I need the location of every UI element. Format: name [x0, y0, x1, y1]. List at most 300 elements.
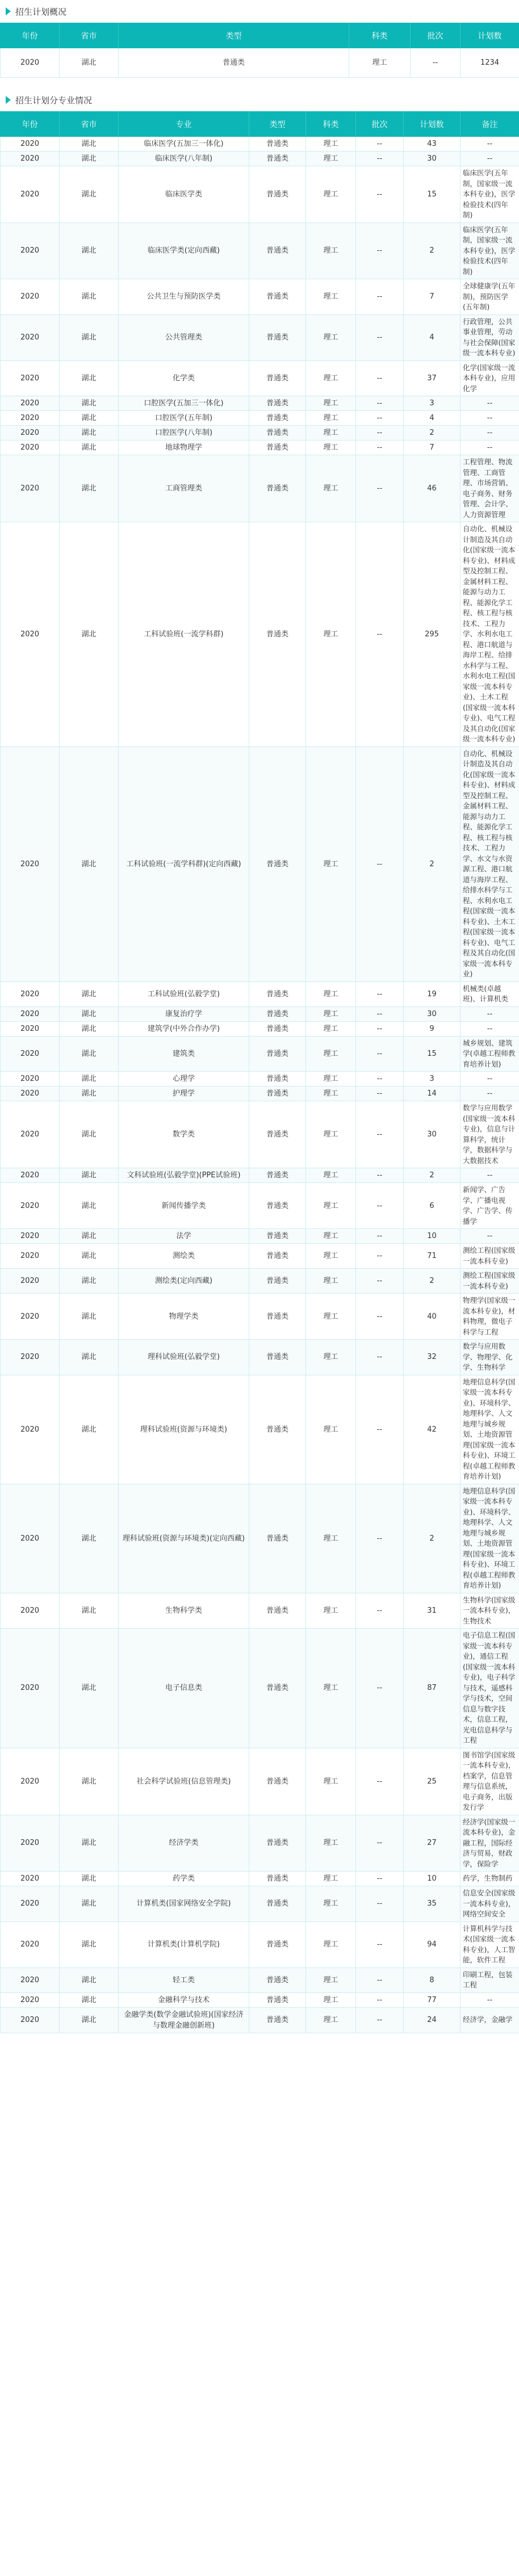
cell-year: 2020 [1, 1593, 60, 1629]
cell-province: 湖北 [60, 1872, 119, 1886]
cell-year: 2020 [1, 1086, 60, 1101]
cell-province: 湖北 [60, 396, 119, 411]
cell-year: 2020 [1, 1036, 60, 1072]
cell-plan: 77 [404, 1992, 461, 2007]
cell-note: 临床医学(五年制，国家级一流本科专业)，医学检验技术(四年制) [461, 223, 519, 279]
cell-subject: 理工 [306, 166, 356, 223]
cell-province: 湖北 [60, 166, 119, 223]
cell-batch: -- [356, 1101, 404, 1168]
cell-province: 湖北 [60, 1921, 119, 1967]
cell-province: 湖北 [60, 1183, 119, 1229]
cell-year: 2020 [1, 440, 60, 455]
cell-batch: -- [356, 411, 404, 426]
table-row [1, 1269, 519, 1294]
cell-type: 普通类 [249, 396, 306, 411]
cell-subject: 理工 [306, 1340, 356, 1375]
cell-note: -- [461, 1021, 519, 1036]
cell-province: 湖北 [60, 2007, 119, 2033]
cell-year: 2020 [1, 314, 60, 360]
cell-province: 湖北 [60, 279, 119, 315]
cell-subject: 理工 [306, 1036, 356, 1072]
cell-batch: -- [356, 360, 404, 396]
cell-note: 新闻学、广告学、广播电视学、广告学、传播学 [461, 1183, 519, 1229]
cell-note: 电子信息工程(国家级一流本科专业)，通信工程(国家级一流本科专业)，电子科学与技术，遥感科学与技术，空间信息与数字技术，信息工程，光电信息科学与工程 [461, 1629, 519, 1748]
triangle-marker-icon [6, 7, 11, 15]
overview-cell-type: 普通类 [119, 48, 349, 78]
overview-cell-subject: 理工 [349, 48, 411, 78]
cell-batch: -- [356, 440, 404, 455]
table-row [1, 1168, 519, 1183]
table-row [1, 1593, 519, 1629]
overview-title: 招生计划概况 [15, 6, 67, 17]
cell-subject: 理工 [306, 1244, 356, 1269]
cell-plan: 10 [404, 1872, 461, 1886]
cell-note: 城乡规划、建筑学(卓越工程师教育培养计划) [461, 1036, 519, 1072]
table-row [1, 223, 519, 279]
cell-province: 湖北 [60, 411, 119, 426]
cell-year: 2020 [1, 1269, 60, 1294]
cell-note: 化学(国家级一流本科专业)，应用化学 [461, 360, 519, 396]
cell-plan: 24 [404, 2007, 461, 2033]
cell-year: 2020 [1, 1183, 60, 1229]
majors-header-province: 省市 [60, 112, 119, 137]
table-row [1, 426, 519, 440]
cell-major: 文科试验班(弘毅学堂)(PPE试验班) [119, 1168, 249, 1183]
cell-subject: 理工 [306, 522, 356, 747]
cell-batch: -- [356, 1036, 404, 1072]
cell-plan: 295 [404, 522, 461, 747]
cell-note: 测绘工程(国家级一流本科专业) [461, 1269, 519, 1294]
cell-note: 自动化、机械设计制造及其自动化(国家级一流本科专业)、材料成型及控制工程、金属材料工程、能源与动力工程、能源化学工程、核工程与核技术、工程力学、水文与水资源工程、港口航道与海岸工程、给排水科学与工程、水利水电工程(国家级一流本科专业)、土木工程(国家级一流本科专业)、电气工程及其自动化(国家级一流本科专业) [461, 746, 519, 981]
cell-subject: 理工 [306, 1967, 356, 1992]
cell-plan: 30 [404, 1006, 461, 1021]
cell-major: 法学 [119, 1229, 249, 1244]
cell-plan: 40 [404, 1294, 461, 1340]
cell-batch: -- [356, 152, 404, 166]
cell-year: 2020 [1, 1101, 60, 1168]
cell-province: 湖北 [60, 152, 119, 166]
cell-plan: 4 [404, 314, 461, 360]
overview-header-year: 年份 [1, 23, 60, 48]
cell-plan: 25 [404, 1748, 461, 1815]
majors-header-year: 年份 [1, 112, 60, 137]
table-row [1, 152, 519, 166]
cell-type: 普通类 [249, 426, 306, 440]
cell-type: 普通类 [249, 1006, 306, 1021]
cell-province: 湖北 [60, 1294, 119, 1340]
cell-province: 湖北 [60, 1593, 119, 1629]
cell-batch: -- [356, 1748, 404, 1815]
table-row [1, 1375, 519, 1484]
cell-major: 临床医学(五加三一体化) [119, 137, 249, 152]
cell-year: 2020 [1, 426, 60, 440]
cell-batch: -- [356, 1168, 404, 1183]
cell-major: 工科试验班(一流学科群)(定向西藏) [119, 746, 249, 981]
cell-batch: -- [356, 1375, 404, 1484]
cell-subject: 理工 [306, 1072, 356, 1086]
cell-note: 生物科学(国家级一流本科专业)，生物技术 [461, 1593, 519, 1629]
overview-table [0, 23, 519, 78]
cell-plan: 3 [404, 1072, 461, 1086]
cell-plan: 19 [404, 981, 461, 1006]
overview-header-row [1, 23, 519, 48]
cell-batch: -- [356, 1815, 404, 1872]
cell-subject: 理工 [306, 1629, 356, 1748]
cell-major: 临床医学类 [119, 166, 249, 223]
cell-note: 测绘工程(国家级一流本科专业) [461, 1244, 519, 1269]
triangle-marker-icon [6, 96, 11, 104]
cell-subject: 理工 [306, 1229, 356, 1244]
cell-year: 2020 [1, 223, 60, 279]
cell-type: 普通类 [249, 1183, 306, 1229]
cell-major: 口腔医学(五加三一体化) [119, 396, 249, 411]
cell-plan: 10 [404, 1229, 461, 1244]
cell-province: 湖北 [60, 1886, 119, 1922]
cell-major: 建筑学(中外合作办学) [119, 1021, 249, 1036]
majors-header-plan: 计划数 [404, 112, 461, 137]
table-row [1, 1086, 519, 1101]
cell-note: -- [461, 1168, 519, 1183]
cell-batch: -- [356, 1921, 404, 1967]
table-row [1, 1815, 519, 1872]
cell-province: 湖北 [60, 314, 119, 360]
table-row [1, 279, 519, 315]
majors-section-title [0, 90, 92, 110]
cell-batch: -- [356, 166, 404, 223]
cell-batch: -- [356, 2007, 404, 2033]
cell-major: 心理学 [119, 1072, 249, 1086]
majors-header-batch: 批次 [356, 112, 404, 137]
cell-type: 普通类 [249, 455, 306, 522]
cell-note: -- [461, 1086, 519, 1101]
cell-year: 2020 [1, 137, 60, 152]
cell-note: -- [461, 1006, 519, 1021]
cell-batch: -- [356, 1086, 404, 1101]
cell-province: 湖北 [60, 1021, 119, 1036]
cell-note: -- [461, 1992, 519, 2007]
cell-plan: 8 [404, 1967, 461, 1992]
cell-plan: 37 [404, 360, 461, 396]
cell-year: 2020 [1, 1021, 60, 1036]
cell-province: 湖北 [60, 1340, 119, 1375]
majors-table [0, 111, 519, 2033]
cell-subject: 理工 [306, 1872, 356, 1886]
cell-type: 普通类 [249, 166, 306, 223]
cell-plan: 14 [404, 1086, 461, 1101]
cell-plan: 30 [404, 152, 461, 166]
majors-header-subject: 科类 [306, 112, 356, 137]
overview-header-subject: 科类 [349, 23, 411, 48]
table-row [1, 411, 519, 426]
cell-major: 建筑类 [119, 1036, 249, 1072]
cell-province: 湖北 [60, 360, 119, 396]
cell-major: 理科试验班(资源与环境类)(定向西藏) [119, 1484, 249, 1593]
table-row [1, 137, 519, 152]
cell-type: 普通类 [249, 522, 306, 747]
cell-year: 2020 [1, 360, 60, 396]
cell-batch: -- [356, 1183, 404, 1229]
cell-batch: -- [356, 981, 404, 1006]
cell-note: -- [461, 1072, 519, 1086]
cell-plan: 31 [404, 1593, 461, 1629]
table-row [1, 1101, 519, 1168]
cell-batch: -- [356, 1872, 404, 1886]
cell-type: 普通类 [249, 1036, 306, 1072]
table-row [1, 1886, 519, 1922]
cell-province: 湖北 [60, 137, 119, 152]
cell-note: 数学与应用数学、物理学、化学、生物科学 [461, 1340, 519, 1375]
cell-batch: -- [356, 1340, 404, 1375]
cell-major: 口腔医学(五年制) [119, 411, 249, 426]
cell-batch: -- [356, 1269, 404, 1294]
cell-batch: -- [356, 1072, 404, 1086]
cell-subject: 理工 [306, 411, 356, 426]
cell-major: 公共管理类 [119, 314, 249, 360]
cell-subject: 理工 [306, 1921, 356, 1967]
cell-major: 地球物理学 [119, 440, 249, 455]
cell-year: 2020 [1, 1872, 60, 1886]
cell-subject: 理工 [306, 1183, 356, 1229]
cell-batch: -- [356, 223, 404, 279]
cell-year: 2020 [1, 152, 60, 166]
cell-type: 普通类 [249, 411, 306, 426]
cell-batch: -- [356, 426, 404, 440]
table-row [1, 314, 519, 360]
overview-cell-plan: 1234 [461, 48, 519, 78]
cell-plan: 15 [404, 166, 461, 223]
cell-subject: 理工 [306, 426, 356, 440]
cell-plan: 2 [404, 1168, 461, 1183]
cell-type: 普通类 [249, 1375, 306, 1484]
cell-province: 湖北 [60, 1815, 119, 1872]
cell-type: 普通类 [249, 1629, 306, 1748]
cell-major: 新闻传播学类 [119, 1183, 249, 1229]
cell-batch: -- [356, 455, 404, 522]
cell-subject: 理工 [306, 396, 356, 411]
cell-type: 普通类 [249, 1072, 306, 1086]
cell-type: 普通类 [249, 152, 306, 166]
cell-subject: 理工 [306, 1168, 356, 1183]
cell-batch: -- [356, 1593, 404, 1629]
cell-major: 计算机类(国家网络安全学院) [119, 1886, 249, 1922]
cell-province: 湖北 [60, 426, 119, 440]
overview-header-batch: 批次 [411, 23, 461, 48]
cell-type: 普通类 [249, 1229, 306, 1244]
cell-major: 化学类 [119, 360, 249, 396]
table-row [1, 396, 519, 411]
cell-year: 2020 [1, 1484, 60, 1593]
cell-batch: -- [356, 1021, 404, 1036]
cell-type: 普通类 [249, 360, 306, 396]
cell-subject: 理工 [306, 1375, 356, 1484]
cell-note: 图书馆学(国家级一流本科专业)，档案学，信息管理与信息系统，电子商务，出版发行学 [461, 1748, 519, 1815]
cell-major: 社会科学试验班(信息管理类) [119, 1748, 249, 1815]
cell-province: 湖北 [60, 1036, 119, 1072]
table-row [1, 2007, 519, 2033]
cell-plan: 71 [404, 1244, 461, 1269]
overview-data-row [1, 48, 519, 78]
cell-batch: -- [356, 1244, 404, 1269]
cell-subject: 理工 [306, 137, 356, 152]
cell-plan: 35 [404, 1886, 461, 1922]
cell-year: 2020 [1, 1921, 60, 1967]
cell-type: 普通类 [249, 2007, 306, 2033]
cell-major: 物理学类 [119, 1294, 249, 1340]
cell-batch: -- [356, 1006, 404, 1021]
cell-province: 湖北 [60, 1748, 119, 1815]
cell-note: 药学，生物制药 [461, 1872, 519, 1886]
cell-major: 理科试验班(资源与环境类) [119, 1375, 249, 1484]
cell-note: 全球健康学(五年制)，预防医学(五年制) [461, 279, 519, 315]
cell-plan: 27 [404, 1815, 461, 1872]
cell-note: 行政管理，公共事业管理，劳动与社会保障(国家级一流本科专业) [461, 314, 519, 360]
cell-province: 湖北 [60, 1244, 119, 1269]
cell-batch: -- [356, 137, 404, 152]
cell-province: 湖北 [60, 1992, 119, 2007]
cell-province: 湖北 [60, 1086, 119, 1101]
cell-plan: 87 [404, 1629, 461, 1748]
table-row [1, 1072, 519, 1086]
overview-header-province: 省市 [60, 23, 119, 48]
cell-year: 2020 [1, 1886, 60, 1922]
table-row [1, 1021, 519, 1036]
cell-plan: 4 [404, 411, 461, 426]
table-row [1, 1967, 519, 1992]
cell-type: 普通类 [249, 440, 306, 455]
cell-plan: 15 [404, 1036, 461, 1072]
cell-note: 地理信息科学(国家级一流本科专业)、环境科学、地理科学、人文地理与城乡规划、土地资源管理(国家级一流本科专业)、环境工程(卓越工程师教育培养计划) [461, 1484, 519, 1593]
cell-major: 药学类 [119, 1872, 249, 1886]
cell-plan: 30 [404, 1101, 461, 1168]
cell-type: 普通类 [249, 1484, 306, 1593]
table-row [1, 1340, 519, 1375]
cell-plan: 6 [404, 1183, 461, 1229]
cell-major: 金融科学与技术 [119, 1992, 249, 2007]
table-row [1, 360, 519, 396]
cell-note: 临床医学(五年制，国家级一流本科专业)，医学检验技术(四年制) [461, 166, 519, 223]
table-row [1, 1484, 519, 1593]
cell-type: 普通类 [249, 1086, 306, 1101]
cell-year: 2020 [1, 1967, 60, 1992]
majors-header-note: 备注 [461, 112, 519, 137]
cell-type: 普通类 [249, 1244, 306, 1269]
cell-province: 湖北 [60, 1168, 119, 1183]
cell-plan: 2 [404, 746, 461, 981]
cell-major: 电子信息类 [119, 1629, 249, 1748]
cell-subject: 理工 [306, 360, 356, 396]
cell-year: 2020 [1, 396, 60, 411]
cell-subject: 理工 [306, 279, 356, 315]
cell-batch: -- [356, 746, 404, 981]
cell-subject: 理工 [306, 440, 356, 455]
table-row [1, 1921, 519, 1967]
table-row [1, 522, 519, 747]
cell-note: 数学与应用数学(国家级一流本科专业)，信息与计算科学，统计学，数据科学与大数据技术 [461, 1101, 519, 1168]
cell-note: 印刷工程，包装工程 [461, 1967, 519, 1992]
overview-header-plan: 计划数 [461, 23, 519, 48]
cell-province: 湖北 [60, 1269, 119, 1294]
cell-type: 普通类 [249, 1872, 306, 1886]
cell-batch: -- [356, 279, 404, 315]
cell-subject: 理工 [306, 746, 356, 981]
cell-note: 信息安全(国家级一流本科专业)，网络空间安全 [461, 1886, 519, 1922]
cell-batch: -- [356, 396, 404, 411]
cell-batch: -- [356, 1229, 404, 1244]
cell-type: 普通类 [249, 1967, 306, 1992]
cell-major: 测绘类 [119, 1244, 249, 1269]
table-row [1, 455, 519, 522]
cell-subject: 理工 [306, 2007, 356, 2033]
cell-type: 普通类 [249, 1294, 306, 1340]
cell-type: 普通类 [249, 1815, 306, 1872]
cell-year: 2020 [1, 1629, 60, 1748]
cell-plan: 2 [404, 1269, 461, 1294]
majors-header-row [1, 112, 519, 137]
cell-subject: 理工 [306, 1815, 356, 1872]
cell-plan: 9 [404, 1021, 461, 1036]
table-row [1, 440, 519, 455]
cell-type: 普通类 [249, 1886, 306, 1922]
cell-type: 普通类 [249, 746, 306, 981]
cell-year: 2020 [1, 1815, 60, 1872]
majors-table-body [1, 137, 519, 2033]
cell-year: 2020 [1, 455, 60, 522]
cell-subject: 理工 [306, 223, 356, 279]
cell-province: 湖北 [60, 1375, 119, 1484]
cell-major: 工科试验班(弘毅学堂) [119, 981, 249, 1006]
cell-plan: 2 [404, 426, 461, 440]
cell-province: 湖北 [60, 1101, 119, 1168]
cell-province: 湖北 [60, 440, 119, 455]
cell-batch: -- [356, 1992, 404, 2007]
cell-type: 普通类 [249, 1748, 306, 1815]
cell-year: 2020 [1, 1294, 60, 1340]
cell-plan: 94 [404, 1921, 461, 1967]
cell-subject: 理工 [306, 1021, 356, 1036]
table-row [1, 1872, 519, 1886]
cell-subject: 理工 [306, 455, 356, 522]
cell-province: 湖北 [60, 1229, 119, 1244]
table-row [1, 1006, 519, 1021]
cell-year: 2020 [1, 1244, 60, 1269]
cell-plan: 42 [404, 1375, 461, 1484]
cell-province: 湖北 [60, 1072, 119, 1086]
cell-type: 普通类 [249, 279, 306, 315]
cell-note: 地理信息科学(国家级一流本科专业)、环境科学、地理科学、人文地理与城乡规划、土地资源管理(国家级一流本科专业)、环境工程(卓越工程师教育培养计划) [461, 1375, 519, 1484]
cell-type: 普通类 [249, 314, 306, 360]
cell-year: 2020 [1, 1748, 60, 1815]
cell-subject: 理工 [306, 1086, 356, 1101]
cell-batch: -- [356, 1629, 404, 1748]
cell-subject: 理工 [306, 1269, 356, 1294]
cell-subject: 理工 [306, 1006, 356, 1021]
cell-year: 2020 [1, 1006, 60, 1021]
cell-province: 湖北 [60, 1006, 119, 1021]
overview-cell-province: 湖北 [60, 48, 119, 78]
cell-subject: 理工 [306, 1992, 356, 2007]
table-row [1, 1036, 519, 1072]
cell-note: -- [461, 396, 519, 411]
table-row [1, 1294, 519, 1340]
cell-major: 金融学类(数学金融试验班)(国家经济与数理金融创新班) [119, 2007, 249, 2033]
cell-plan: 3 [404, 396, 461, 411]
cell-batch: -- [356, 522, 404, 747]
cell-type: 普通类 [249, 1921, 306, 1967]
cell-subject: 理工 [306, 1748, 356, 1815]
cell-plan: 7 [404, 440, 461, 455]
table-row [1, 1992, 519, 2007]
table-row [1, 1183, 519, 1229]
